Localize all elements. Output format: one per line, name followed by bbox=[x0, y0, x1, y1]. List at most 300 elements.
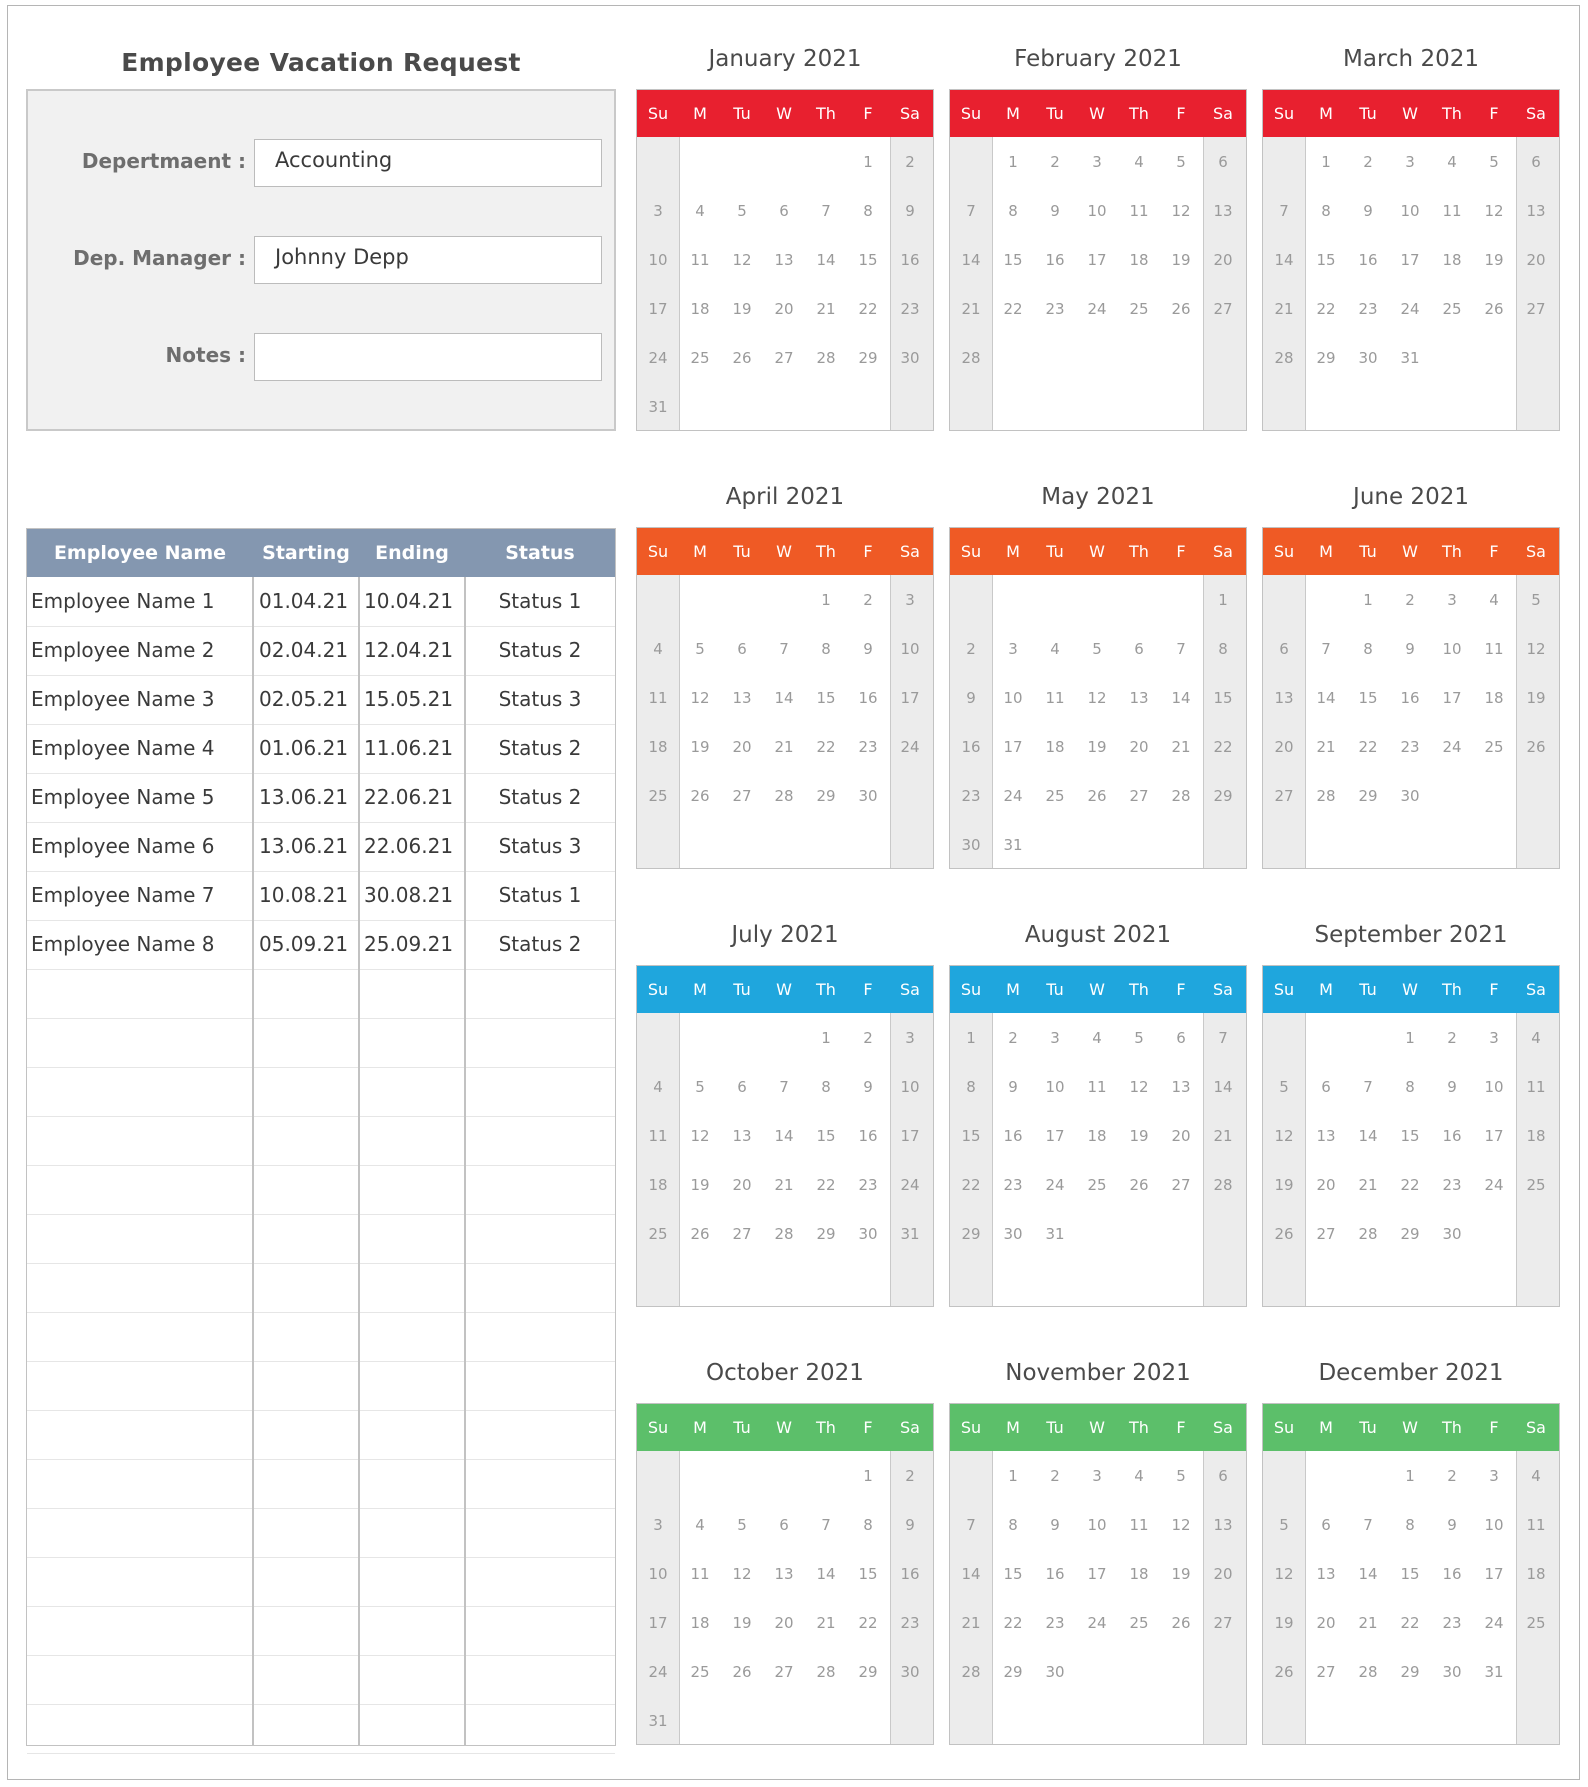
calendar-day[interactable]: 5 bbox=[1279, 1078, 1289, 1096]
table-row[interactable] bbox=[27, 1214, 615, 1264]
calendar-day[interactable]: 17 bbox=[900, 689, 920, 707]
calendar-day[interactable]: 17 bbox=[1400, 251, 1420, 269]
calendar-day[interactable]: 1 bbox=[1321, 153, 1331, 171]
calendar-day[interactable]: 7 bbox=[1363, 1516, 1373, 1534]
employee-name-cell[interactable] bbox=[31, 1459, 249, 1508]
calendar-day[interactable]: 10 bbox=[1400, 202, 1420, 220]
calendar-day[interactable]: 27 bbox=[1316, 1225, 1336, 1243]
employee-name-cell[interactable]: Employee Name 7 bbox=[31, 883, 215, 907]
calendar-day[interactable]: 15 bbox=[1316, 251, 1336, 269]
calendar-day[interactable]: 24 bbox=[1003, 787, 1023, 805]
calendar-day[interactable]: 6 bbox=[1321, 1516, 1331, 1534]
calendar-day[interactable]: 24 bbox=[1400, 300, 1420, 318]
calendar-day[interactable]: 19 bbox=[1484, 251, 1504, 269]
table-row[interactable] bbox=[27, 773, 615, 823]
calendar-day[interactable]: 2 bbox=[1050, 153, 1060, 171]
calendar-day[interactable]: 28 bbox=[961, 1663, 981, 1681]
calendar-day[interactable]: 11 bbox=[1045, 689, 1065, 707]
calendar-day[interactable]: 31 bbox=[1400, 349, 1420, 367]
calendar-day[interactable]: 14 bbox=[961, 251, 981, 269]
calendar-day[interactable]: 20 bbox=[1171, 1127, 1191, 1145]
table-row[interactable] bbox=[27, 1508, 615, 1558]
calendar-day[interactable]: 7 bbox=[779, 640, 789, 658]
calendar-day[interactable]: 28 bbox=[1316, 787, 1336, 805]
calendar-day[interactable]: 16 bbox=[858, 1127, 878, 1145]
ending-date-cell[interactable]: 10.04.21 bbox=[364, 589, 454, 613]
calendar-day[interactable]: 25 bbox=[1442, 300, 1462, 318]
calendar-day[interactable]: 15 bbox=[816, 1127, 836, 1145]
employee-name-cell[interactable] bbox=[31, 1018, 249, 1067]
status-cell[interactable]: Status 3 bbox=[498, 834, 582, 858]
calendar-day[interactable]: 9 bbox=[905, 1516, 915, 1534]
starting-date-cell[interactable] bbox=[259, 1459, 359, 1508]
status-cell[interactable] bbox=[465, 1361, 615, 1410]
ending-date-cell[interactable] bbox=[364, 1508, 464, 1557]
calendar-day[interactable]: 26 bbox=[1087, 787, 1107, 805]
calendar-day[interactable]: 11 bbox=[1526, 1078, 1546, 1096]
calendar-day[interactable]: 11 bbox=[648, 1127, 668, 1145]
calendar-day[interactable]: 12 bbox=[1171, 202, 1191, 220]
calendar-day[interactable]: 7 bbox=[966, 202, 976, 220]
calendar-day[interactable]: 30 bbox=[858, 1225, 878, 1243]
calendar-day[interactable]: 18 bbox=[1526, 1127, 1546, 1145]
calendar-day[interactable]: 2 bbox=[1447, 1029, 1457, 1047]
status-cell[interactable]: Status 3 bbox=[498, 687, 582, 711]
column-header-ending[interactable]: Ending bbox=[375, 542, 449, 564]
calendar-day[interactable]: 24 bbox=[900, 1176, 920, 1194]
ending-date-cell[interactable]: 11.06.21 bbox=[364, 736, 454, 760]
calendar-day[interactable]: 17 bbox=[1087, 251, 1107, 269]
calendar-day[interactable]: 6 bbox=[1279, 640, 1289, 658]
calendar-day[interactable]: 28 bbox=[1358, 1663, 1378, 1681]
status-cell[interactable] bbox=[465, 1557, 615, 1606]
calendar-day[interactable]: 11 bbox=[1526, 1516, 1546, 1534]
calendar-day[interactable]: 3 bbox=[1447, 591, 1457, 609]
employee-name-cell[interactable]: Employee Name 6 bbox=[31, 834, 215, 858]
table-row[interactable] bbox=[27, 1557, 615, 1607]
calendar-day[interactable]: 2 bbox=[905, 1467, 915, 1485]
calendar-day[interactable]: 28 bbox=[816, 349, 836, 367]
calendar-day[interactable]: 12 bbox=[1274, 1565, 1294, 1583]
calendar-day[interactable]: 10 bbox=[1087, 202, 1107, 220]
calendar-day[interactable]: 5 bbox=[1531, 591, 1541, 609]
calendar-day[interactable]: 18 bbox=[1129, 251, 1149, 269]
calendar-day[interactable]: 13 bbox=[1213, 202, 1233, 220]
calendar-day[interactable]: 18 bbox=[1526, 1565, 1546, 1583]
calendar-day[interactable]: 7 bbox=[821, 202, 831, 220]
calendar-day[interactable]: 11 bbox=[1129, 202, 1149, 220]
calendar-day[interactable]: 3 bbox=[1489, 1467, 1499, 1485]
ending-date-cell[interactable] bbox=[364, 1606, 464, 1655]
calendar-day[interactable]: 14 bbox=[1171, 689, 1191, 707]
ending-date-cell[interactable]: 22.06.21 bbox=[364, 834, 454, 858]
calendar-day[interactable]: 14 bbox=[1358, 1565, 1378, 1583]
calendar-day[interactable]: 14 bbox=[961, 1565, 981, 1583]
calendar-day[interactable]: 29 bbox=[961, 1225, 981, 1243]
calendar-day[interactable]: 20 bbox=[1213, 251, 1233, 269]
calendar-day[interactable]: 5 bbox=[1279, 1516, 1289, 1534]
calendar-day[interactable]: 1 bbox=[966, 1029, 976, 1047]
employee-name-cell[interactable] bbox=[31, 1312, 249, 1361]
calendar-day[interactable]: 20 bbox=[1526, 251, 1546, 269]
calendar-day[interactable]: 26 bbox=[1129, 1176, 1149, 1194]
calendar-day[interactable]: 26 bbox=[732, 349, 752, 367]
calendar-day[interactable]: 24 bbox=[648, 349, 668, 367]
ending-date-cell[interactable] bbox=[364, 1312, 464, 1361]
employee-name-cell[interactable] bbox=[31, 1165, 249, 1214]
calendar-day[interactable]: 26 bbox=[1526, 738, 1546, 756]
calendar-day[interactable]: 6 bbox=[1218, 153, 1228, 171]
calendar-day[interactable]: 8 bbox=[821, 1078, 831, 1096]
calendar-day[interactable]: 21 bbox=[961, 300, 981, 318]
calendar-day[interactable]: 16 bbox=[1358, 251, 1378, 269]
status-cell[interactable]: Status 2 bbox=[498, 932, 582, 956]
calendar-day[interactable]: 4 bbox=[695, 1516, 705, 1534]
table-row[interactable] bbox=[27, 822, 615, 872]
calendar-day[interactable]: 16 bbox=[961, 738, 981, 756]
calendar-day[interactable]: 17 bbox=[1484, 1127, 1504, 1145]
calendar-day[interactable]: 20 bbox=[732, 738, 752, 756]
employee-name-cell[interactable] bbox=[31, 1606, 249, 1655]
calendar-day[interactable]: 7 bbox=[1321, 640, 1331, 658]
calendar-day[interactable]: 17 bbox=[648, 300, 668, 318]
calendar-day[interactable]: 19 bbox=[1171, 1565, 1191, 1583]
calendar-day[interactable]: 29 bbox=[1003, 1663, 1023, 1681]
calendar-day[interactable]: 7 bbox=[821, 1516, 831, 1534]
calendar-day[interactable]: 27 bbox=[1213, 1614, 1233, 1632]
calendar-day[interactable]: 22 bbox=[858, 1614, 878, 1632]
calendar-day[interactable]: 2 bbox=[863, 1029, 873, 1047]
employee-name-cell[interactable]: Employee Name 3 bbox=[31, 687, 215, 711]
calendar-day[interactable]: 10 bbox=[1484, 1078, 1504, 1096]
employee-name-cell[interactable]: Employee Name 8 bbox=[31, 932, 215, 956]
calendar-day[interactable]: 18 bbox=[690, 1614, 710, 1632]
column-header-status[interactable]: Status bbox=[505, 542, 575, 564]
employee-name-cell[interactable] bbox=[31, 1116, 249, 1165]
calendar-day[interactable]: 2 bbox=[1008, 1029, 1018, 1047]
table-row[interactable] bbox=[27, 577, 615, 627]
calendar-day[interactable]: 30 bbox=[1442, 1225, 1462, 1243]
calendar-day[interactable]: 20 bbox=[1274, 738, 1294, 756]
calendar-day[interactable]: 25 bbox=[648, 1225, 668, 1243]
calendar-day[interactable]: 4 bbox=[1447, 153, 1457, 171]
calendar-day[interactable]: 14 bbox=[1274, 251, 1294, 269]
calendar-day[interactable]: 8 bbox=[863, 202, 873, 220]
calendar-day[interactable]: 9 bbox=[1050, 202, 1060, 220]
ending-date-cell[interactable] bbox=[364, 1067, 464, 1116]
calendar-day[interactable]: 4 bbox=[1134, 1467, 1144, 1485]
calendar-day[interactable]: 6 bbox=[1218, 1467, 1228, 1485]
calendar-day[interactable]: 12 bbox=[690, 689, 710, 707]
ending-date-cell[interactable]: 12.04.21 bbox=[364, 638, 454, 662]
calendar-day[interactable]: 5 bbox=[695, 640, 705, 658]
calendar-day[interactable]: 28 bbox=[1358, 1225, 1378, 1243]
calendar-day[interactable]: 20 bbox=[1316, 1176, 1336, 1194]
calendar-day[interactable]: 22 bbox=[858, 300, 878, 318]
starting-date-cell[interactable] bbox=[259, 1263, 359, 1312]
calendar-day[interactable]: 27 bbox=[1274, 787, 1294, 805]
calendar-day[interactable]: 8 bbox=[863, 1516, 873, 1534]
calendar-day[interactable]: 15 bbox=[1400, 1565, 1420, 1583]
calendar-day[interactable]: 22 bbox=[1400, 1176, 1420, 1194]
calendar-day[interactable]: 21 bbox=[1171, 738, 1191, 756]
calendar-day[interactable]: 25 bbox=[690, 1663, 710, 1681]
calendar-day[interactable]: 29 bbox=[1316, 349, 1336, 367]
calendar-day[interactable]: 26 bbox=[1171, 300, 1191, 318]
calendar-day[interactable]: 5 bbox=[695, 1078, 705, 1096]
calendar-day[interactable]: 12 bbox=[690, 1127, 710, 1145]
calendar-day[interactable]: 3 bbox=[1489, 1029, 1499, 1047]
calendar-day[interactable]: 12 bbox=[1484, 202, 1504, 220]
calendar-day[interactable]: 9 bbox=[863, 640, 873, 658]
ending-date-cell[interactable] bbox=[364, 1410, 464, 1459]
calendar-day[interactable]: 8 bbox=[966, 1078, 976, 1096]
calendar-day[interactable]: 29 bbox=[816, 1225, 836, 1243]
calendar-day[interactable]: 22 bbox=[1003, 300, 1023, 318]
calendar-day[interactable]: 20 bbox=[774, 300, 794, 318]
calendar-day[interactable]: 24 bbox=[1087, 300, 1107, 318]
calendar-day[interactable]: 31 bbox=[1003, 836, 1023, 854]
calendar-day[interactable]: 5 bbox=[1092, 640, 1102, 658]
calendar-day[interactable]: 7 bbox=[966, 1516, 976, 1534]
calendar-day[interactable]: 1 bbox=[863, 153, 873, 171]
calendar-day[interactable]: 13 bbox=[1171, 1078, 1191, 1096]
starting-date-cell[interactable] bbox=[259, 969, 359, 1018]
calendar-day[interactable]: 15 bbox=[961, 1127, 981, 1145]
ending-date-cell[interactable] bbox=[364, 1116, 464, 1165]
table-row[interactable] bbox=[27, 626, 615, 676]
table-row[interactable] bbox=[27, 1361, 615, 1411]
calendar-day[interactable]: 8 bbox=[1218, 640, 1228, 658]
ending-date-cell[interactable] bbox=[364, 1459, 464, 1508]
table-row[interactable] bbox=[27, 1067, 615, 1117]
table-row[interactable] bbox=[27, 1312, 615, 1362]
calendar-day[interactable]: 14 bbox=[1213, 1078, 1233, 1096]
calendar-day[interactable]: 26 bbox=[1171, 1614, 1191, 1632]
calendar-day[interactable]: 5 bbox=[737, 1516, 747, 1534]
calendar-day[interactable]: 18 bbox=[648, 738, 668, 756]
table-row[interactable] bbox=[27, 1459, 615, 1509]
employee-name-cell[interactable] bbox=[31, 1508, 249, 1557]
calendar-day[interactable]: 31 bbox=[648, 398, 668, 416]
calendar-day[interactable]: 29 bbox=[858, 349, 878, 367]
calendar-day[interactable]: 21 bbox=[774, 738, 794, 756]
starting-date-cell[interactable] bbox=[259, 1606, 359, 1655]
calendar-day[interactable]: 9 bbox=[1050, 1516, 1060, 1534]
calendar-day[interactable]: 27 bbox=[1213, 300, 1233, 318]
calendar-day[interactable]: 19 bbox=[690, 1176, 710, 1194]
calendar-day[interactable]: 27 bbox=[732, 787, 752, 805]
status-cell[interactable]: Status 2 bbox=[498, 736, 582, 760]
calendar-day[interactable]: 26 bbox=[1484, 300, 1504, 318]
starting-date-cell[interactable] bbox=[259, 1557, 359, 1606]
calendar-day[interactable]: 28 bbox=[961, 349, 981, 367]
calendar-day[interactable]: 6 bbox=[1134, 640, 1144, 658]
starting-date-cell[interactable] bbox=[259, 1018, 359, 1067]
calendar-day[interactable]: 19 bbox=[1526, 689, 1546, 707]
calendar-day[interactable]: 2 bbox=[1050, 1467, 1060, 1485]
calendar-day[interactable]: 2 bbox=[1447, 1467, 1457, 1485]
calendar-day[interactable]: 19 bbox=[1274, 1176, 1294, 1194]
status-cell[interactable] bbox=[465, 1067, 615, 1116]
calendar-day[interactable]: 23 bbox=[858, 1176, 878, 1194]
calendar-day[interactable]: 10 bbox=[1045, 1078, 1065, 1096]
ending-date-cell[interactable] bbox=[364, 1263, 464, 1312]
calendar-day[interactable]: 13 bbox=[1526, 202, 1546, 220]
calendar-day[interactable]: 5 bbox=[1176, 1467, 1186, 1485]
table-row[interactable] bbox=[27, 871, 615, 921]
calendar-day[interactable]: 25 bbox=[648, 787, 668, 805]
ending-date-cell[interactable]: 30.08.21 bbox=[364, 883, 454, 907]
ending-date-cell[interactable] bbox=[364, 1018, 464, 1067]
starting-date-cell[interactable]: 13.06.21 bbox=[259, 785, 349, 809]
calendar-day[interactable]: 23 bbox=[1442, 1176, 1462, 1194]
calendar-day[interactable]: 11 bbox=[690, 251, 710, 269]
calendar-day[interactable]: 18 bbox=[1045, 738, 1065, 756]
starting-date-cell[interactable]: 10.08.21 bbox=[259, 883, 349, 907]
calendar-day[interactable]: 26 bbox=[1274, 1225, 1294, 1243]
calendar-day[interactable]: 1 bbox=[1218, 591, 1228, 609]
calendar-day[interactable]: 3 bbox=[1050, 1029, 1060, 1047]
calendar-day[interactable]: 8 bbox=[1363, 640, 1373, 658]
calendar-day[interactable]: 21 bbox=[1213, 1127, 1233, 1145]
calendar-day[interactable]: 30 bbox=[1045, 1663, 1065, 1681]
calendar-day[interactable]: 16 bbox=[1045, 1565, 1065, 1583]
calendar-day[interactable]: 27 bbox=[774, 349, 794, 367]
calendar-day[interactable]: 13 bbox=[1316, 1565, 1336, 1583]
calendar-day[interactable]: 20 bbox=[1213, 1565, 1233, 1583]
calendar-day[interactable]: 29 bbox=[858, 1663, 878, 1681]
calendar-day[interactable]: 5 bbox=[737, 202, 747, 220]
manager-field[interactable]: Johnny Depp bbox=[254, 236, 602, 284]
calendar-day[interactable]: 7 bbox=[1363, 1078, 1373, 1096]
calendar-day[interactable]: 31 bbox=[648, 1712, 668, 1730]
calendar-day[interactable]: 24 bbox=[900, 738, 920, 756]
calendar-day[interactable]: 31 bbox=[1484, 1663, 1504, 1681]
status-cell[interactable]: Status 1 bbox=[498, 883, 582, 907]
calendar-day[interactable]: 6 bbox=[1321, 1078, 1331, 1096]
calendar-day[interactable]: 14 bbox=[1358, 1127, 1378, 1145]
calendar-day[interactable]: 28 bbox=[774, 1225, 794, 1243]
calendar-day[interactable]: 7 bbox=[779, 1078, 789, 1096]
status-cell[interactable]: Status 1 bbox=[498, 589, 582, 613]
calendar-day[interactable]: 4 bbox=[653, 1078, 663, 1096]
calendar-day[interactable]: 22 bbox=[1003, 1614, 1023, 1632]
calendar-day[interactable]: 10 bbox=[900, 1078, 920, 1096]
calendar-day[interactable]: 26 bbox=[690, 1225, 710, 1243]
calendar-day[interactable]: 5 bbox=[1134, 1029, 1144, 1047]
table-row[interactable] bbox=[27, 969, 615, 1019]
calendar-day[interactable]: 19 bbox=[732, 1614, 752, 1632]
starting-date-cell[interactable] bbox=[259, 1704, 359, 1753]
employee-name-cell[interactable] bbox=[31, 1361, 249, 1410]
calendar-day[interactable]: 7 bbox=[1218, 1029, 1228, 1047]
calendar-day[interactable]: 12 bbox=[1171, 1516, 1191, 1534]
calendar-day[interactable]: 30 bbox=[900, 1663, 920, 1681]
starting-date-cell[interactable]: 01.04.21 bbox=[259, 589, 349, 613]
calendar-day[interactable]: 17 bbox=[648, 1614, 668, 1632]
status-cell[interactable] bbox=[465, 1508, 615, 1557]
calendar-day[interactable]: 13 bbox=[1129, 689, 1149, 707]
employee-name-cell[interactable]: Employee Name 5 bbox=[31, 785, 215, 809]
calendar-day[interactable]: 19 bbox=[732, 300, 752, 318]
calendar-day[interactable]: 11 bbox=[1129, 1516, 1149, 1534]
calendar-day[interactable]: 2 bbox=[1363, 153, 1373, 171]
starting-date-cell[interactable]: 01.06.21 bbox=[259, 736, 349, 760]
calendar-day[interactable]: 30 bbox=[1400, 787, 1420, 805]
calendar-day[interactable]: 25 bbox=[690, 349, 710, 367]
calendar-day[interactable]: 22 bbox=[1316, 300, 1336, 318]
calendar-day[interactable]: 1 bbox=[821, 1029, 831, 1047]
calendar-day[interactable]: 14 bbox=[774, 1127, 794, 1145]
notes-field[interactable] bbox=[254, 333, 602, 381]
calendar-day[interactable]: 6 bbox=[1176, 1029, 1186, 1047]
department-field[interactable]: Accounting bbox=[254, 139, 602, 187]
table-row[interactable] bbox=[27, 1116, 615, 1166]
calendar-day[interactable]: 29 bbox=[1400, 1225, 1420, 1243]
calendar-day[interactable]: 8 bbox=[1405, 1078, 1415, 1096]
calendar-day[interactable]: 19 bbox=[1171, 251, 1191, 269]
calendar-day[interactable]: 17 bbox=[1003, 738, 1023, 756]
calendar-day[interactable]: 30 bbox=[1003, 1225, 1023, 1243]
calendar-day[interactable]: 9 bbox=[905, 202, 915, 220]
employee-name-cell[interactable]: Employee Name 4 bbox=[31, 736, 215, 760]
calendar-day[interactable]: 1 bbox=[1405, 1029, 1415, 1047]
calendar-day[interactable]: 24 bbox=[648, 1663, 668, 1681]
calendar-day[interactable]: 15 bbox=[816, 689, 836, 707]
calendar-day[interactable]: 5 bbox=[1176, 153, 1186, 171]
calendar-day[interactable]: 3 bbox=[905, 591, 915, 609]
calendar-day[interactable]: 3 bbox=[1092, 153, 1102, 171]
starting-date-cell[interactable]: 02.05.21 bbox=[259, 687, 349, 711]
calendar-day[interactable]: 28 bbox=[816, 1663, 836, 1681]
calendar-day[interactable]: 25 bbox=[1087, 1176, 1107, 1194]
ending-date-cell[interactable] bbox=[364, 969, 464, 1018]
calendar-day[interactable]: 22 bbox=[816, 738, 836, 756]
calendar-day[interactable]: 11 bbox=[690, 1565, 710, 1583]
calendar-day[interactable]: 13 bbox=[774, 1565, 794, 1583]
table-row[interactable] bbox=[27, 1655, 615, 1705]
calendar-day[interactable]: 29 bbox=[816, 787, 836, 805]
status-cell[interactable] bbox=[465, 1116, 615, 1165]
calendar-day[interactable]: 24 bbox=[1484, 1176, 1504, 1194]
calendar-day[interactable]: 6 bbox=[737, 1078, 747, 1096]
calendar-day[interactable]: 25 bbox=[1129, 300, 1149, 318]
calendar-day[interactable]: 8 bbox=[821, 640, 831, 658]
calendar-day[interactable]: 30 bbox=[858, 787, 878, 805]
calendar-day[interactable]: 4 bbox=[1092, 1029, 1102, 1047]
employee-name-cell[interactable] bbox=[31, 1655, 249, 1704]
calendar-day[interactable]: 24 bbox=[1087, 1614, 1107, 1632]
starting-date-cell[interactable]: 13.06.21 bbox=[259, 834, 349, 858]
calendar-day[interactable]: 6 bbox=[779, 202, 789, 220]
calendar-day[interactable]: 12 bbox=[1087, 689, 1107, 707]
starting-date-cell[interactable] bbox=[259, 1312, 359, 1361]
table-row[interactable] bbox=[27, 1018, 615, 1068]
table-row[interactable] bbox=[27, 675, 615, 725]
calendar-day[interactable]: 3 bbox=[653, 1516, 663, 1534]
status-cell[interactable] bbox=[465, 1655, 615, 1704]
calendar-day[interactable]: 14 bbox=[1316, 689, 1336, 707]
calendar-day[interactable]: 13 bbox=[774, 251, 794, 269]
calendar-day[interactable]: 16 bbox=[900, 251, 920, 269]
calendar-day[interactable]: 20 bbox=[1129, 738, 1149, 756]
calendar-day[interactable]: 23 bbox=[1400, 738, 1420, 756]
table-row[interactable] bbox=[27, 1263, 615, 1313]
table-row[interactable] bbox=[27, 1704, 615, 1754]
calendar-day[interactable]: 12 bbox=[1526, 640, 1546, 658]
calendar-day[interactable]: 30 bbox=[1358, 349, 1378, 367]
